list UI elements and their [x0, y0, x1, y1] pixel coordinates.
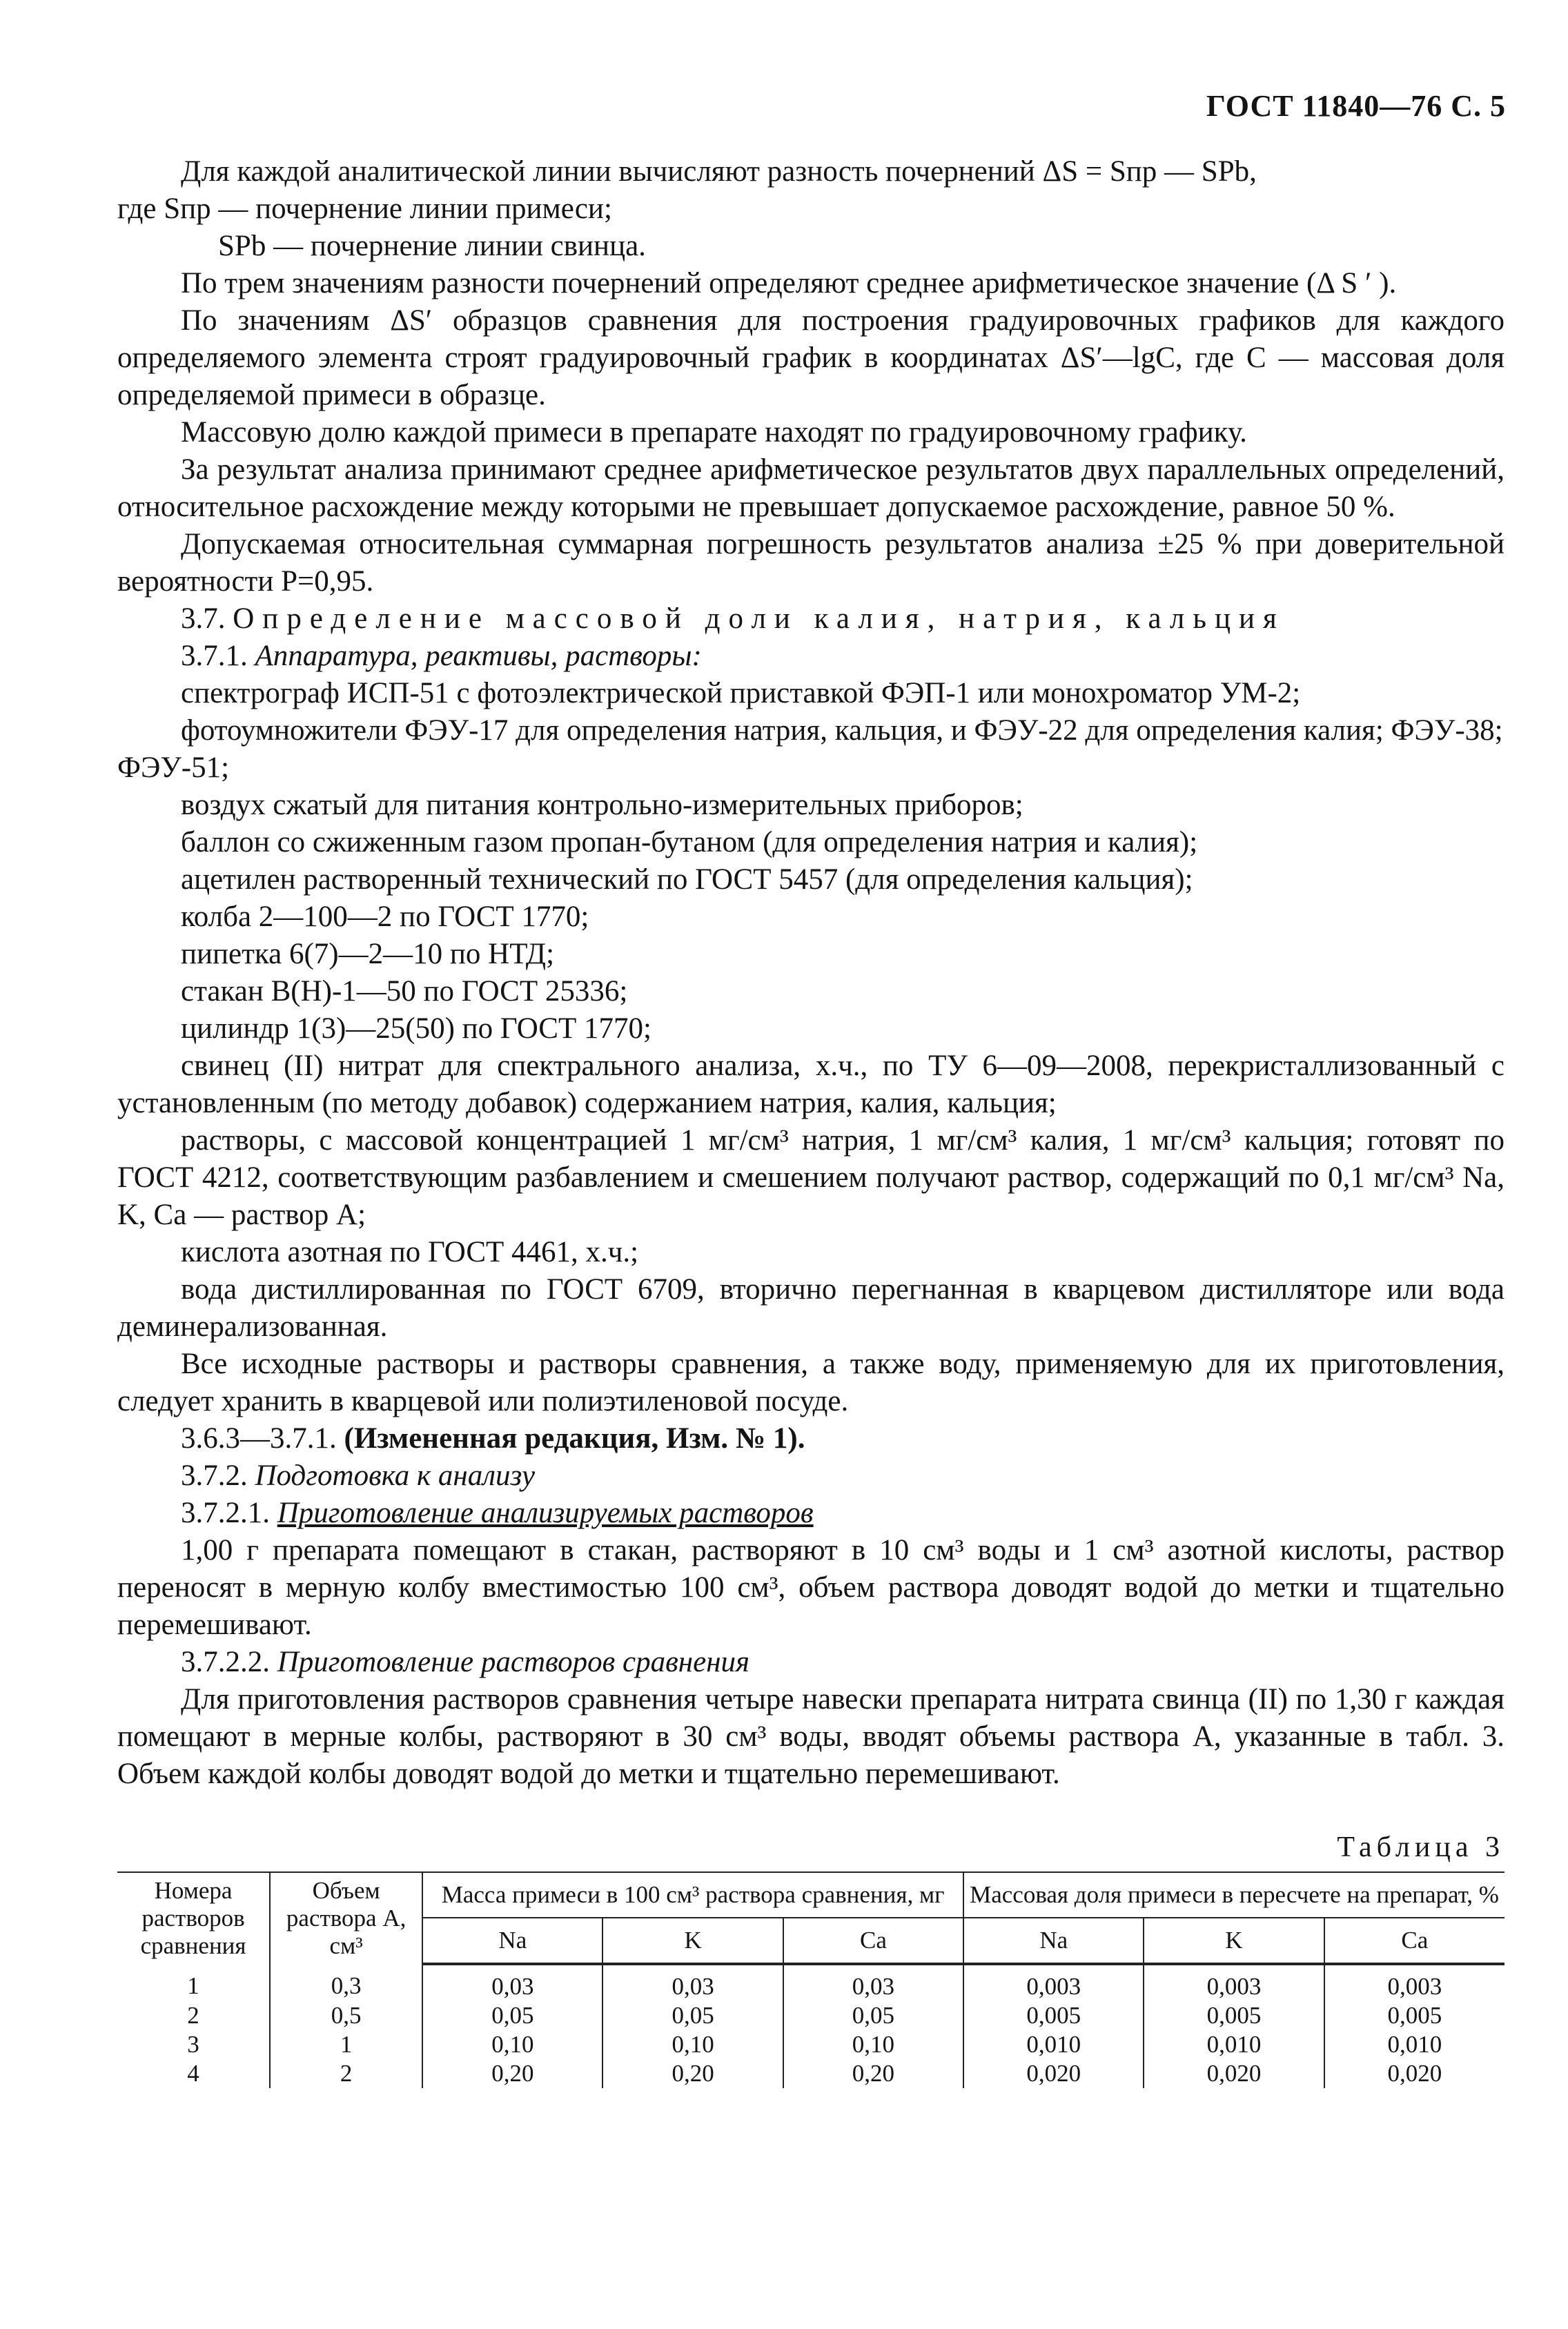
- paragraph: По трем значениям разности почернений определяют среднее арифметическое значение (Δ S ′ ).: [181, 267, 1397, 299]
- list-item: спектрограф ИСП-51 с фотоэлектрической приставкой ФЭП-1 или монохроматор УМ-2;: [181, 677, 1301, 709]
- paragraph: SPb — почернение линии свинца.: [218, 230, 646, 262]
- table-cell: 0,10: [602, 2030, 783, 2059]
- table-cell: 0,05: [422, 2001, 602, 2030]
- table-header-number: Номера растворов сравнения: [117, 1872, 270, 1964]
- table-cell: 0,5: [270, 2001, 422, 2030]
- table-cell: 0,005: [1144, 2001, 1324, 2030]
- subsection-number: 3.7.2.: [181, 1460, 248, 1492]
- table-cell: 2: [187, 2002, 199, 2029]
- table-cell: 0,005: [1324, 2001, 1505, 2030]
- paragraph: Для приготовления растворов сравнения четыре навески препарата нитрата свинца (II) по 1,30 г каждая помещают в мерные колбы, растворяют в 30 см³ воды, вводят объемы раствора A, указанные в табл. 3. Объем каждой колбы доводят водой до метки и тщательно перемешивают.: [117, 1683, 1505, 1790]
- table-cell: 0,010: [1144, 2030, 1324, 2059]
- document-body: [117, 153, 1505, 2088]
- table-cell: 0,20: [783, 2059, 963, 2088]
- table-cell: 0,10: [422, 2030, 602, 2059]
- subsection-heading: [117, 638, 1505, 675]
- table-row: [117, 2059, 1505, 2088]
- subsection-title: Подготовка к анализу: [255, 1460, 536, 1492]
- paragraph: где Sпр — почернение линии примеси;: [117, 193, 612, 225]
- paragraph: Все исходные растворы и растворы сравнения, а также воду, применяемую для их приготовления, следует хранить в кварцевой или полиэтиленовой посуде.: [117, 1348, 1505, 1417]
- data-table: [117, 1871, 1505, 2088]
- edit-note-ref: 3.6.3—3.7.1.: [181, 1422, 337, 1455]
- list-item: баллон со сжиженным газом пропан-бутаном (для определения натрия и калия);: [181, 826, 1198, 858]
- table-cell: 4: [187, 2060, 199, 2087]
- table-cell: 0,005: [963, 2001, 1144, 2030]
- table-cell: 0,020: [1144, 2059, 1324, 2088]
- table-subheader: K: [602, 1918, 783, 1964]
- list-item: цилиндр 1(3)—25(50) по ГОСТ 1770;: [181, 1012, 651, 1045]
- table-cell: 0,03: [783, 1964, 963, 2001]
- table-cell: 0,010: [1324, 2030, 1505, 2059]
- list-item: вода дистиллированная по ГОСТ 6709, вторично перегнанная в кварцевом дистилляторе или вода деминерализованная.: [117, 1273, 1505, 1343]
- table-subheader: Na: [422, 1918, 602, 1964]
- table-cell: 0,3: [270, 1964, 422, 2001]
- list-item: растворы, с массовой концентрацией 1 мг/см³ натрия, 1 мг/см³ калия, 1 мг/см³ кальция; готовят по ГОСТ 4212, соответствующим разбавлением и смешением получают раствор, содержащий по 0,1 мг/см³ Na, K, Ca — раствор A;: [117, 1124, 1505, 1231]
- table-cell: 1: [270, 2030, 422, 2059]
- edit-note-text: (Измененная редакция, Изм. № 1).: [344, 1422, 805, 1455]
- subsection-heading: [117, 1457, 1505, 1495]
- table-cell: 0,010: [963, 2030, 1144, 2059]
- table-header-volume: Объем раствора А, см³: [270, 1872, 422, 1964]
- subsection-number: 3.7.2.2.: [181, 1646, 270, 1678]
- paragraph: Массовую долю каждой примеси в препарате находят по градуировочному графику.: [181, 416, 1247, 449]
- edit-note: [117, 1420, 1505, 1457]
- paragraph: Допускаемая относительная суммарная погрешность результатов анализа ±25 % при доверительной вероятности P=0,95.: [117, 528, 1505, 598]
- paragraph: За результат анализа принимают среднее арифметическое результатов двух параллельных определений, относительное расхождение между которыми не превышает допускаемое расхождение, равное 50 %.: [117, 453, 1505, 523]
- list-item: ацетилен растворенный технический по ГОСТ 5457 (для определения кальция);: [181, 863, 1193, 896]
- list-item: воздух сжатый для питания контрольно-измерительных приборов;: [181, 789, 1023, 821]
- table-row: [117, 2030, 1505, 2059]
- table-cell: 0,03: [422, 1964, 602, 2001]
- subsection-number: 3.7.1.: [181, 640, 248, 672]
- subsection-heading: [117, 1495, 1505, 1532]
- page-header: ГОСТ 11840—76 С. 5: [1206, 89, 1506, 123]
- table-cell: 0,020: [963, 2059, 1144, 2088]
- table-header-mass: Масса примеси в 100 см³ раствора сравнения, мг: [422, 1872, 963, 1918]
- list-item: пипетка 6(7)—2—10 по НТД;: [181, 938, 555, 970]
- list-item: кислота азотная по ГОСТ 4461, х.ч.;: [181, 1236, 639, 1268]
- table-cell: 0,20: [422, 2059, 602, 2088]
- table-cell: 0,003: [1324, 1964, 1505, 2001]
- list-item: фотоумножители ФЭУ-17 для определения натрия, кальция, и ФЭУ-22 для определения калия; ФЭУ-38; ФЭУ-51;: [117, 714, 1503, 784]
- table-cell: 0,003: [1144, 1964, 1324, 2001]
- table-row: [117, 2001, 1505, 2030]
- section-number: 3.7.: [181, 602, 226, 635]
- table-cell: 0,020: [1324, 2059, 1505, 2088]
- table-cell: 3: [187, 2031, 199, 2058]
- list-item: колба 2—100—2 по ГОСТ 1770;: [181, 901, 589, 933]
- table-caption: Таблица 3: [1337, 1831, 1505, 1863]
- subsection-heading: [117, 1644, 1505, 1681]
- table-cell: 0,10: [783, 2030, 963, 2059]
- table-cell: 1: [187, 1972, 199, 1999]
- table-cell: 0,03: [602, 1964, 783, 2001]
- table-cell: 0,05: [783, 2001, 963, 2030]
- section-title: Определение массовой доли калия, натрия, кальция: [233, 602, 1285, 635]
- list-item: стакан В(Н)-1—50 по ГОСТ 25336;: [181, 975, 628, 1008]
- paragraph: 1,00 г препарата помещают в стакан, растворяют в 10 см³ воды и 1 см³ азотной кислоты, раствор переносят в мерную колбу вместимостью 100 см³, объем раствора доводят водой до метки и тщательно перемешивают.: [117, 1534, 1505, 1641]
- subsection-title: Приготовление анализируемых растворов: [277, 1497, 814, 1529]
- section-heading: [117, 600, 1505, 638]
- table-row: [117, 1964, 1505, 2001]
- table-cell: 0,20: [602, 2059, 783, 2088]
- table-cell: 2: [270, 2059, 422, 2088]
- table-subheader: Ca: [1324, 1918, 1505, 1964]
- subsection-title: Аппаратура, реактивы, растворы:: [255, 640, 702, 672]
- table-subheader: Ca: [783, 1918, 963, 1964]
- table-header-fraction: Массовая доля примеси в пересчете на препарат, %: [963, 1872, 1505, 1918]
- table-cell: 0,05: [602, 2001, 783, 2030]
- subsection-number: 3.7.2.1.: [181, 1497, 270, 1529]
- paragraph: По значениям ΔS′ образцов сравнения для построения градуировочных графиков для каждого определяемого элемента строят градуировочный график в координатах ΔS′—lgC, где C — массовая доля определяемой примеси в образце.: [117, 304, 1505, 411]
- subsection-title: Приготовление растворов сравнения: [277, 1646, 750, 1678]
- table-subheader: Na: [963, 1918, 1144, 1964]
- table-cell: 0,003: [963, 1964, 1144, 2001]
- table-subheader: K: [1144, 1918, 1324, 1964]
- list-item: свинец (II) нитрат для спектрального анализа, х.ч., по ТУ 6—09—2008, перекристаллизованный с установленным (по методу добавок) содержанием натрия, калия, кальция;: [117, 1050, 1505, 1119]
- paragraph: Для каждой аналитической линии вычисляют разность почернений ΔS = Sпр — SPb,: [181, 155, 1257, 188]
